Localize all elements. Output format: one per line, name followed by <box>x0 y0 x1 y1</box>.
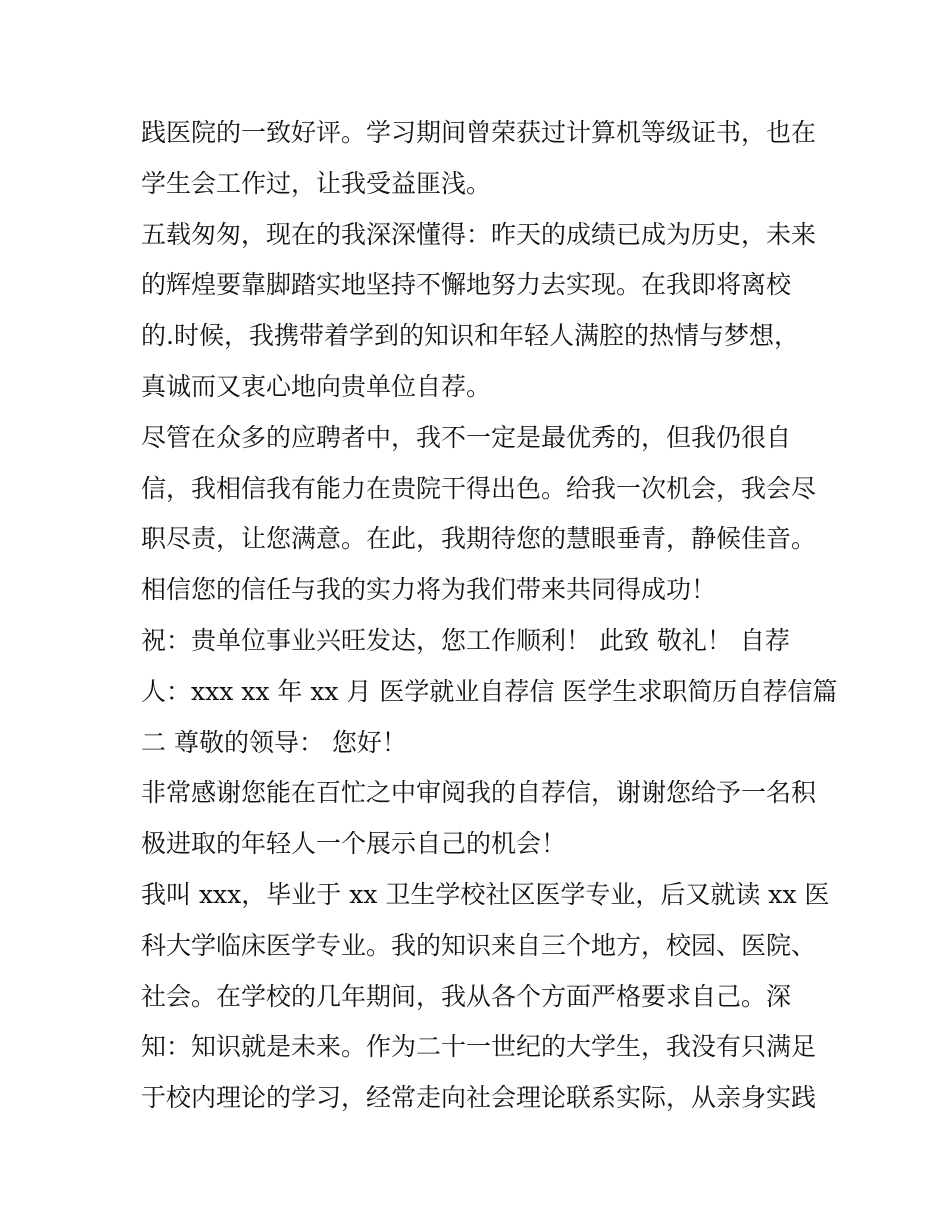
text-line: 真诚而又衷心地向贵单位自荐。 <box>141 371 492 401</box>
text-line: 二 尊敬的领导： 您好！ <box>141 727 407 757</box>
text-line: 五载匆匆，现在的我深深懂得：昨天的成绩已成为历史，未来 <box>141 219 817 249</box>
text-line: 科大学临床医学专业。我的知识来自三个地方，校园、医院、 <box>141 930 817 960</box>
text-line: 社会。在学校的几年期间，我从各个方面严格要求自己。深 <box>141 981 792 1011</box>
text-line: 于校内理论的学习，经常走向社会理论联系实际，从亲身实践 <box>141 1083 817 1113</box>
text-line: 的辉煌要靠脚踏实地坚持不懈地努力去实现。在我即将离校 <box>141 270 792 300</box>
text-line: 职尽责，让您满意。在此，我期待您的慧眼垂青，静候佳音。 <box>141 524 817 554</box>
text-line: 非常感谢您能在百忙之中审阅我的自荐信，谢谢您给予一名积 <box>141 778 817 808</box>
text-line: 我叫 xxx，毕业于 xx 卫生学校社区医学专业，后又就读 xx 医 <box>141 879 830 909</box>
text-line: 信，我相信我有能力在贵院干得出色。给我一次机会，我会尽 <box>141 473 817 503</box>
text-line: 学生会工作过，让我受益匪浅。 <box>141 168 492 198</box>
text-line: 极进取的年轻人一个展示自己的机会！ <box>141 829 567 859</box>
text-line: 人：xxx xx 年 xx 月 医学就业自荐信 医学生求职简历自荐信篇 <box>141 676 838 706</box>
text-line: 尽管在众多的应聘者中，我不一定是最优秀的，但我仍很自 <box>141 422 792 452</box>
text-line: 祝：贵单位事业兴旺发达，您工作顺利！ 此致 敬礼！ 自荐 <box>141 625 790 655</box>
text-line: 相信您的信任与我的实力将为我们带来共同得成功！ <box>141 575 717 605</box>
text-line: 践医院的一致好评。学习期间曾荣获过计算机等级证书，也在 <box>141 118 817 147</box>
text-line: 的.时候，我携带着学到的知识和年轻人满腔的热情与梦想， <box>141 321 799 351</box>
text-line: 知：知识就是未来。作为二十一世纪的大学生，我没有只满足 <box>141 1032 817 1062</box>
body-text <box>141 108 838 1124</box>
